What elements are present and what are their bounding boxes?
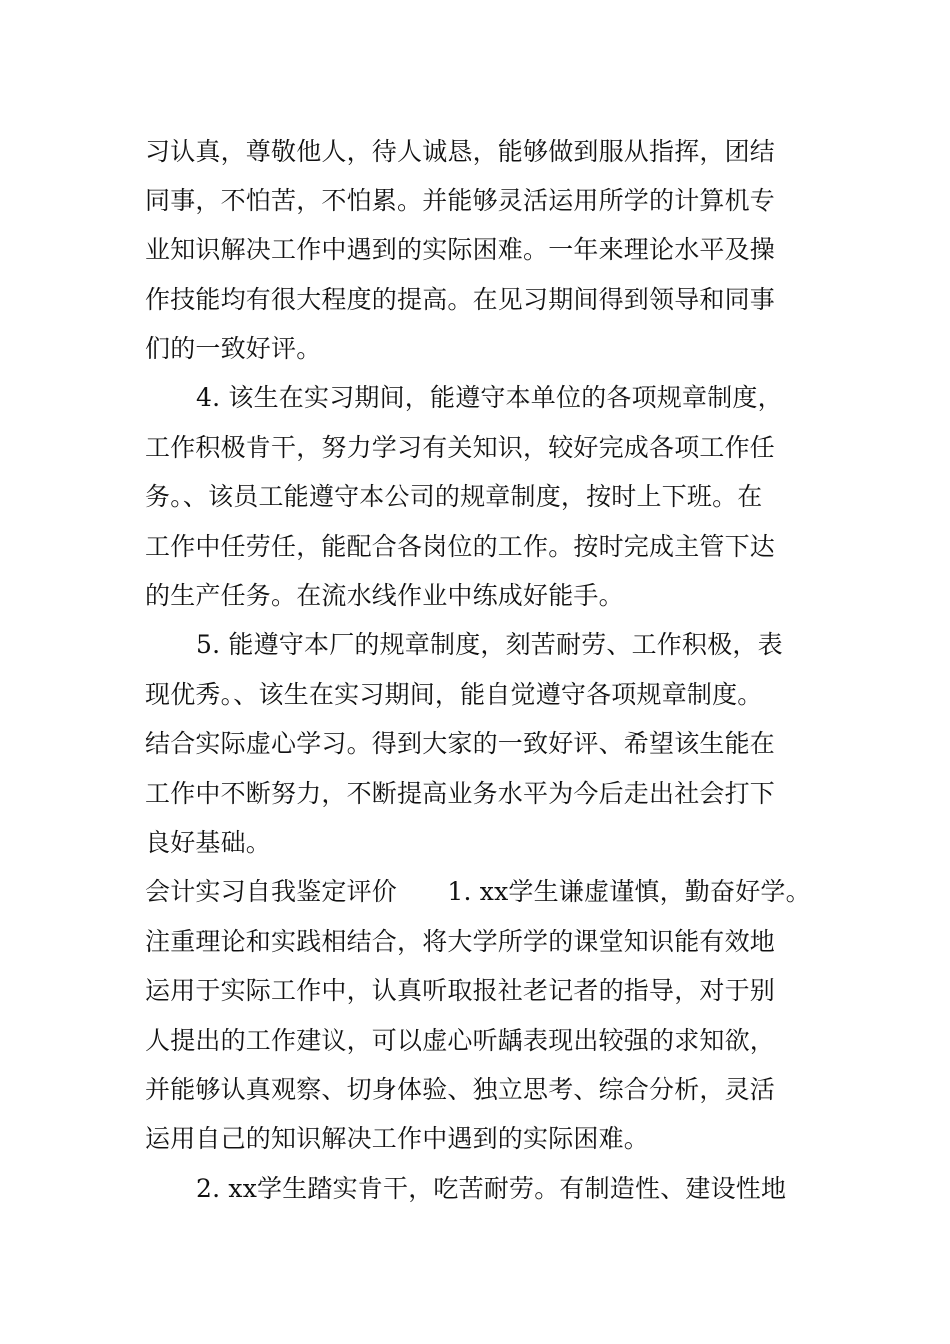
text-line: 4. 该生在实习期间，能遵守本单位的各项规章制度， (196, 383, 783, 412)
section-heading-line: 会计实习自我鉴定评价 1. xx学生谦虚谨慎，勤奋好学。 (145, 877, 811, 906)
text-line: 5. 能遵守本厂的规章制度，刻苦耐劳、工作积极，表 (196, 630, 783, 659)
text-line: 们的一致好评。 (145, 334, 322, 363)
text-line: 良好基础。 (145, 828, 272, 857)
text-line: 同事，不怕苦，不怕累。并能够灵活运用所学的计算机专 (145, 186, 776, 215)
text-line: 作技能均有很大程度的提高。在见习期间得到领导和同事 (145, 285, 776, 314)
text-line: 并能够认真观察、切身体验、独立思考、综合分析，灵活 (145, 1075, 776, 1104)
text-line: 的生产任务。在流水线作业中练成好能手。 (145, 581, 624, 610)
text-line: 业知识解决工作中遇到的实际困难。一年来理论水平及操 (145, 235, 776, 264)
text-line: 结合实际虚心学习。得到大家的一致好评、希望该生能在 (145, 729, 776, 758)
text-line: 务。、该员工能遵守本公司的规章制度，按时上下班。在 (145, 482, 763, 511)
text-line: 运用于实际工作中，认真听取报社老记者的指导，对于别 (145, 976, 776, 1005)
text-line: 2. xx学生踏实肯干，吃苦耐劳。有制造性、建设性地 (196, 1174, 787, 1203)
text-line: 现优秀。、该生在实习期间，能自觉遵守各项规章制度。 (145, 680, 763, 709)
text-line: 注重理论和实践相结合，将大学所学的课堂知识能有效地 (145, 927, 776, 956)
text-line: 习认真，尊敬他人，待人诚恳，能够做到服从指挥，团结 (145, 137, 776, 166)
text-line: 工作中任劳任，能配合各岗位的工作。按时完成主管下达 (145, 532, 776, 561)
text-line: 工作积极肯干，努力学习有关知识，较好完成各项工作任 (145, 433, 776, 462)
text-line: 运用自己的知识解决工作中遇到的实际困难。 (145, 1124, 650, 1153)
text-line: 人提出的工作建议，可以虚心听龋表现出较强的求知欲， (145, 1026, 776, 1055)
text-line: 工作中不断努力，不断提高业务水平为今后走出社会打下 (145, 779, 776, 808)
